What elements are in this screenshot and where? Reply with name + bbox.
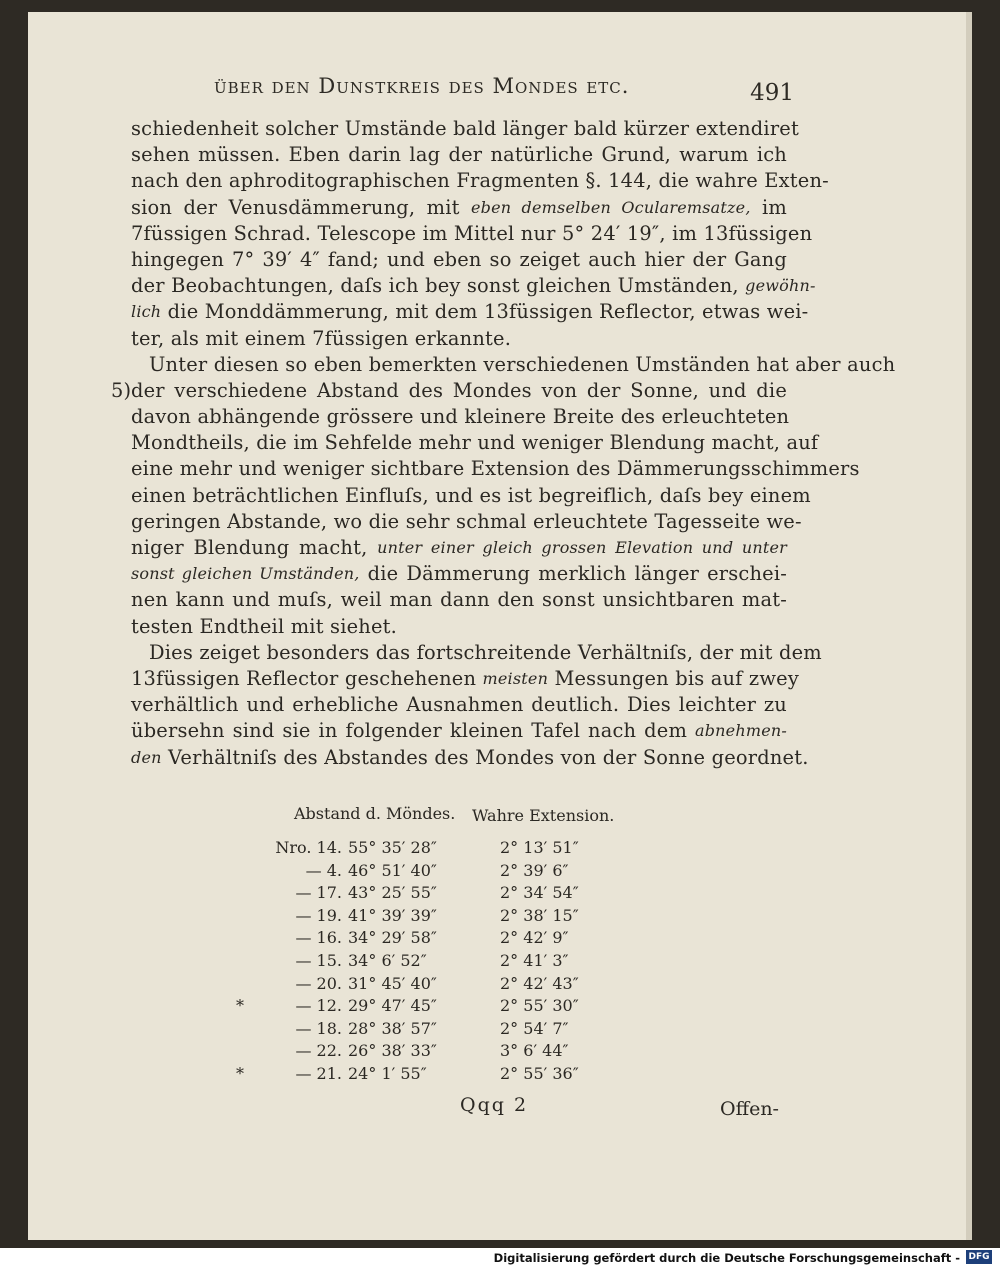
- table-header-extension: Wahre Extension.: [472, 806, 615, 825]
- line-text: sion der Venusdämmerung, mit: [131, 195, 471, 219]
- line-text: 7füssigen Schrad. Telescope im Mittel nur 5° 24′ 19″, im 13füssigen: [131, 221, 813, 245]
- row-number: — 18.: [295, 1018, 342, 1038]
- line-text: eine mehr und weniger sichtbare Extension des Dämmerungsschimmers: [131, 457, 860, 481]
- true-extension: 2° 55′ 30″: [500, 996, 579, 1016]
- line-text: testen Endtheil mit siehet.: [131, 614, 398, 638]
- text-line: [131, 195, 787, 221]
- line-text: nen kann und muſs, weil man dann den sonst unsichtbaren mat-: [131, 588, 787, 612]
- line-text: geringen Abstande, wo die sehr schmal erleuchtete Tagesseite we-: [131, 509, 802, 533]
- moon-distance: 34° 6′ 52″: [348, 951, 427, 970]
- line-text: Dies zeiget besonders das fortschreitende Verhältniſs, der mit dem: [149, 640, 822, 664]
- row-number: — 20.: [295, 973, 342, 993]
- text-line: [131, 718, 787, 744]
- item-number: 5): [111, 378, 132, 402]
- italic-text: gewöhn-: [745, 276, 816, 296]
- row-number: — 17.: [295, 883, 342, 903]
- table-row: [236, 996, 664, 1018]
- body-text: [111, 116, 896, 771]
- true-extension: 2° 42′ 43″: [500, 973, 579, 993]
- page-number: 491: [750, 80, 794, 106]
- text-line: [131, 509, 802, 535]
- moon-distance: 34° 29′ 58″: [348, 928, 437, 948]
- text-line: [131, 142, 787, 168]
- line-text: schiedenheit solcher Umstände bald länger bald kürzer extendiret: [131, 117, 799, 140]
- true-extension: 3° 6′ 44″: [500, 1041, 569, 1061]
- row-number: — 16.: [295, 928, 342, 948]
- text-line: [131, 666, 799, 692]
- line-text: Verhältniſs des Abstandes des Mondes von der Sonne geordnet.: [161, 745, 809, 769]
- line-text: der Beobachtungen, daſs ich bey sonst gleichen Umständen,: [131, 274, 746, 298]
- italic-text: sonst gleichen Umständen,: [131, 564, 360, 584]
- table-row: [264, 951, 664, 973]
- moon-distance: 31° 45′ 40″: [348, 973, 437, 993]
- line-text: Mondtheils, die im Sehfelde mehr und weniger Blendung macht, auf: [131, 431, 819, 455]
- moon-distance: 41° 39′ 39″: [348, 905, 437, 925]
- italic-text: meisten: [482, 668, 549, 688]
- text-line: [131, 326, 787, 352]
- row-number: — 15.: [295, 951, 342, 970]
- line-text: hingegen 7° 39′ 4″ fand; und eben so zeiget auch hier der Gang: [131, 247, 787, 271]
- true-extension: 2° 38′ 15″: [500, 905, 579, 925]
- text-line: [131, 692, 787, 718]
- row-number: — 4.: [305, 860, 342, 880]
- page-edge: [966, 12, 972, 1240]
- text-line: [131, 168, 829, 194]
- line-text: im: [750, 195, 787, 219]
- true-extension: 2° 41′ 3″: [500, 951, 569, 970]
- line-text: die Monddämmerung, mit dem 13füssigen Reflector, etwas wei-: [161, 300, 809, 324]
- true-extension: 2° 13′ 51″: [500, 838, 579, 857]
- true-extension: 2° 54′ 7″: [500, 1018, 569, 1038]
- footer-bar: [0, 1248, 1000, 1268]
- table-header-distance: Abstand d. Möndes.: [294, 804, 456, 823]
- row-mark: *: [236, 1064, 244, 1083]
- text-line: [131, 456, 860, 482]
- text-line: [131, 614, 787, 640]
- moon-distance: 26° 38′ 33″: [348, 1041, 437, 1061]
- line-text: Unter diesen so eben bemerkten verschiedenen Umständen hat aber auch: [149, 352, 896, 376]
- line-text: sehen müssen. Eben darin lag der natürliche Grund, warum ich: [131, 143, 787, 167]
- moon-distance: 55° 35′ 28″: [348, 838, 437, 857]
- line-text: verhältlich und erhebliche Ausnahmen deutlich. Dies leichter zu: [131, 693, 787, 717]
- table-row: [264, 1041, 664, 1063]
- text-line: [111, 378, 787, 404]
- line-text: einen beträchtlichen Einfluſs, und es ist begreiflich, daſs bey einem: [131, 483, 811, 507]
- moon-distance: 24° 1′ 55″: [348, 1064, 427, 1083]
- row-number: — 19.: [295, 905, 342, 925]
- moon-distance: 43° 25′ 55″: [348, 883, 437, 903]
- line-text: übersehn sind sie in folgender kleinen Tafel nach dem: [131, 719, 695, 743]
- digitization-credit: Digitalisierung gefördert durch die Deutsche Forschungsgemeinschaft -: [493, 1251, 960, 1265]
- table-row: [264, 974, 664, 996]
- line-text: Messungen bis auf zwey: [548, 666, 799, 690]
- text-line: [131, 535, 787, 561]
- text-line: [131, 299, 809, 325]
- book-page: [28, 12, 972, 1240]
- moon-distance: 29° 47′ 45″: [348, 996, 437, 1016]
- row-number: — 21.: [295, 1064, 342, 1083]
- text-line: [131, 587, 787, 613]
- table-row: [264, 861, 664, 883]
- true-extension: 2° 39′ 6″: [500, 860, 569, 880]
- italic-text: abnehmen-: [694, 721, 787, 741]
- true-extension: 2° 55′ 36″: [500, 1064, 579, 1083]
- text-line: [131, 483, 811, 509]
- line-text: davon abhängende grössere und kleinere Breite des erleuchteten: [131, 405, 790, 429]
- text-line: [131, 430, 819, 456]
- line-text: niger Blendung macht,: [131, 536, 378, 559]
- text-line: [131, 273, 816, 299]
- true-extension: 2° 42′ 9″: [500, 928, 569, 948]
- text-line: [131, 404, 790, 430]
- text-line: [131, 221, 813, 247]
- italic-text: lich: [131, 302, 162, 322]
- line-text: ter, als mit einem 7füssigen erkannte.: [131, 326, 512, 350]
- line-text: die Dämmerung merklich länger erschei-: [359, 562, 788, 586]
- table-row: [264, 1019, 664, 1041]
- line-text: der verschiedene Abstand des Mondes von der Sonne, und die: [131, 378, 787, 402]
- text-line: [131, 352, 896, 378]
- line-text: nach den aphroditographischen Fragmenten §. 144, die wahre Exten-: [131, 169, 829, 193]
- text-line: [131, 247, 787, 273]
- italic-text: unter einer gleich grossen Elevation und unter: [377, 538, 787, 557]
- dfg-logo: DFG: [966, 1250, 992, 1264]
- catchword: Offen-: [720, 1098, 779, 1120]
- text-line: [131, 561, 787, 587]
- row-number: Nro. 14.: [275, 838, 342, 857]
- text-line: [131, 116, 799, 142]
- table-row: [236, 1064, 664, 1086]
- table-row: [264, 883, 664, 905]
- text-line: [131, 640, 822, 666]
- row-number: — 22.: [295, 1041, 342, 1061]
- table-row: [264, 928, 664, 950]
- table-row: [264, 838, 664, 860]
- row-mark: *: [236, 996, 244, 1016]
- running-head: über den Dunstkreis des Mondes etc.: [214, 74, 630, 98]
- true-extension: 2° 34′ 54″: [500, 883, 579, 903]
- italic-text: den: [131, 747, 162, 767]
- table-row: [264, 906, 664, 928]
- line-text: 13füssigen Reflector geschehenen: [131, 666, 483, 690]
- italic-text: eben demselben Ocularemsatze,: [470, 197, 751, 217]
- moon-distance: 28° 38′ 57″: [348, 1018, 437, 1038]
- moon-distance: 46° 51′ 40″: [348, 860, 437, 880]
- signature-mark: Qqq 2: [460, 1094, 529, 1116]
- row-number: — 12.: [295, 996, 342, 1016]
- text-line: [131, 745, 809, 771]
